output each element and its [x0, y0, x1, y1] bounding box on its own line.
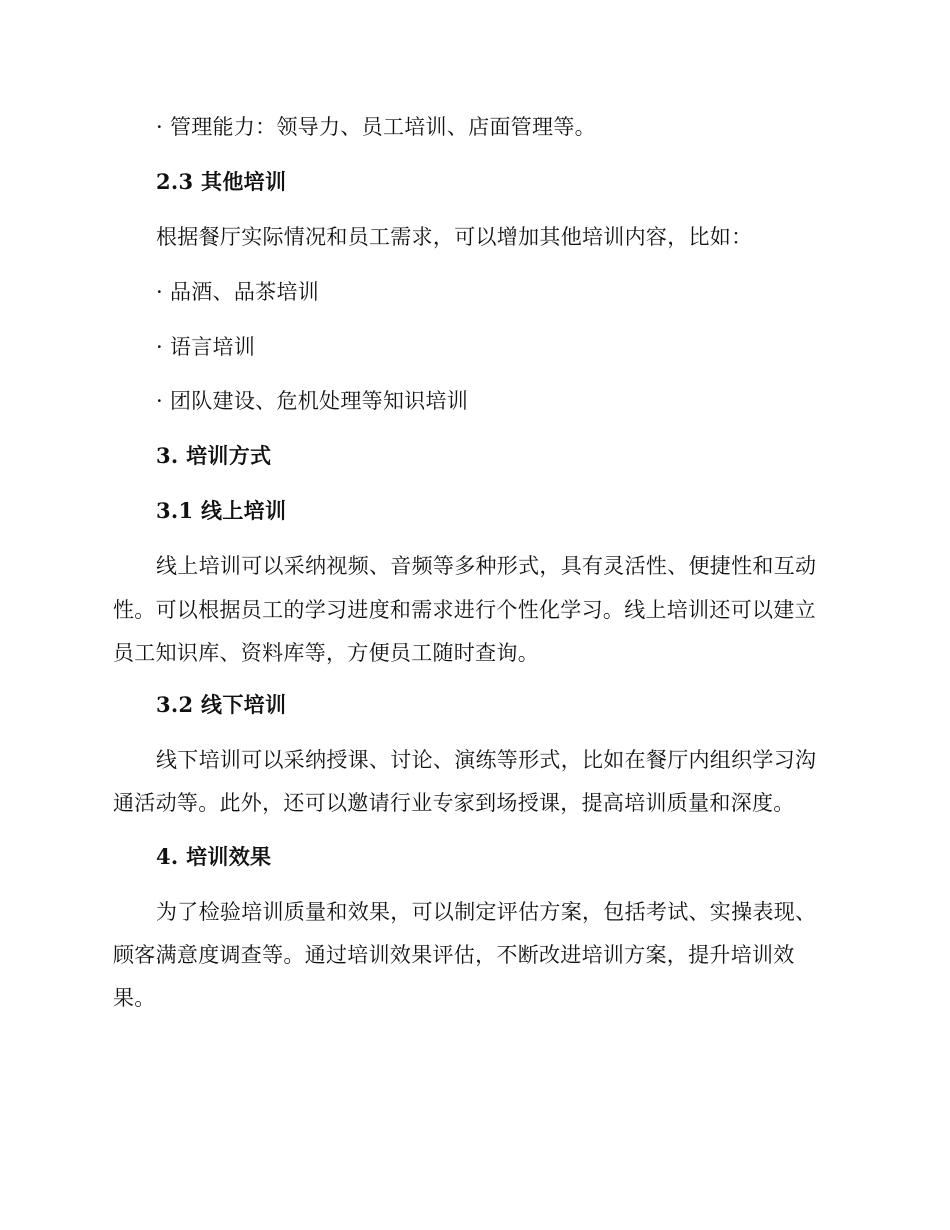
- paragraph-effect-line-1: 为了检验培训质量和效果，可以制定评估方案，包括考试、实操表现、: [156, 900, 817, 924]
- section-heading-2-3: 2.3 其他培训: [156, 169, 287, 194]
- bullet-language-training: · 语言培训: [156, 335, 256, 359]
- bullet-team-building: · 团队建设、危机处理等知识培训: [156, 389, 469, 413]
- section-heading-3-2: 3.2 线下培训: [156, 692, 287, 717]
- bullet-management-skills: · 管理能力：领导力、员工培训、店面管理等。: [156, 115, 596, 139]
- paragraph-online-line-3: 员工知识库、资料库等，方便员工随时查询。: [113, 641, 539, 665]
- paragraph-effect-line-2: 顾客满意度调查等。通过培训效果评估，不断改进培训方案，提升培训效: [113, 943, 795, 967]
- bullet-wine-tea-tasting: · 品酒、品茶培训: [156, 280, 320, 304]
- paragraph-other-training-intro: 根据餐厅实际情况和员工需求，可以增加其他培训内容，比如：: [156, 225, 753, 249]
- paragraph-offline-line-1: 线下培训可以采纳授课、讨论、演练等形式，比如在餐厅内组织学习沟: [156, 748, 817, 772]
- section-heading-3-1: 3.1 线上培训: [156, 498, 287, 523]
- paragraph-effect-line-3: 果。: [113, 986, 156, 1010]
- section-heading-4: 4. 培训效果: [156, 844, 272, 869]
- paragraph-offline-line-2: 通活动等。此外，还可以邀请行业专家到场授课，提高培训质量和深度。: [113, 791, 795, 815]
- paragraph-online-line-2: 性。可以根据员工的学习进度和需求进行个性化学习。线上培训还可以建立: [113, 598, 816, 622]
- paragraph-online-line-1: 线上培训可以采纳视频、音频等多种形式，具有灵活性、便捷性和互动: [156, 554, 817, 578]
- section-heading-3: 3. 培训方式: [156, 443, 272, 468]
